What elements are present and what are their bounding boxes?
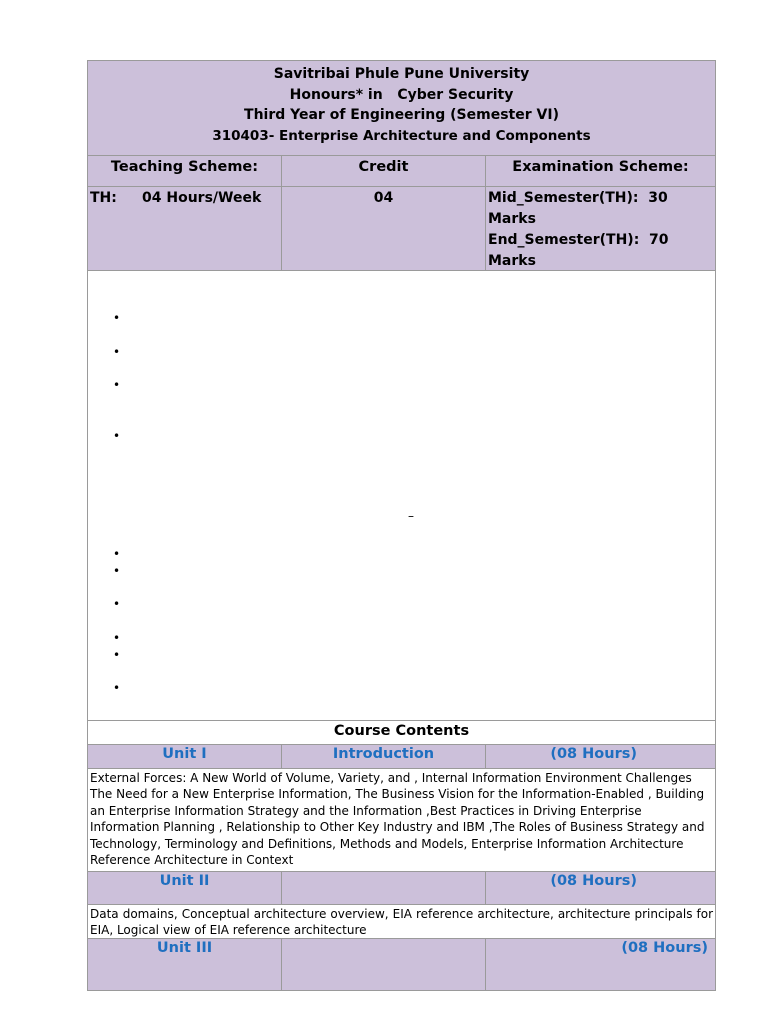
unit-hours: (08 Hours) <box>621 940 708 956</box>
course-contents-label: Course Contents <box>333 723 470 739</box>
bullet-marker: • <box>113 631 121 645</box>
dash-mark: – <box>408 509 414 523</box>
course-contents-heading <box>88 721 715 745</box>
unit-number: Unit I <box>88 745 282 768</box>
program-name: Honours* in Cyber Security <box>289 86 514 103</box>
bullet-marker: • <box>113 648 121 662</box>
bullet-marker: • <box>113 681 121 695</box>
unit-title <box>282 872 486 904</box>
teaching-hours <box>88 187 282 270</box>
bullet-marker: • <box>113 429 121 443</box>
unit-description <box>88 905 715 939</box>
teaching-scheme-label: Teaching Scheme: <box>88 156 282 186</box>
scheme-header-row <box>88 156 715 187</box>
unit-title: Introduction <box>282 745 486 768</box>
bullet-marker: • <box>113 597 121 611</box>
bullet-marker: • <box>113 564 121 578</box>
exam-marks <box>486 187 715 270</box>
mid-semester-marks: Mid_Semester(TH): 30 Marks <box>488 190 668 227</box>
credit-label: Credit <box>282 156 486 186</box>
bullet-marker: • <box>113 345 121 359</box>
unit-description-text: Data domains, Conceptual architecture overview, EIA reference architecture, architecture principals for EIA, Logical view of EIA reference architecture <box>90 907 713 938</box>
syllabus-document <box>87 60 716 991</box>
scheme-values-row <box>88 187 715 271</box>
unit-header-row <box>88 939 715 990</box>
unit-description <box>88 769 715 872</box>
university-name: Savitribai Phule Pune University <box>273 66 530 82</box>
unit-number: Unit II <box>88 872 282 904</box>
end-semester-marks: End_Semester(TH): 70 Marks <box>488 232 669 269</box>
course-title: 310403- Enterprise Architecture and Components <box>212 127 591 144</box>
unit-title <box>282 939 486 990</box>
bullet-marker: • <box>113 311 121 325</box>
th-label: TH: <box>90 190 117 206</box>
exam-scheme-label: Examination Scheme: <box>512 159 689 175</box>
unit-header-row <box>88 745 715 769</box>
bullet-marker: • <box>113 378 121 392</box>
unit-header-row <box>88 872 715 905</box>
unit-number: Unit III <box>88 939 282 990</box>
year-semester: Third Year of Engineering (Semester VI) <box>244 107 559 123</box>
unit-hours: (08 Hours) <box>550 746 637 762</box>
hours-per-week: 04 Hours/Week <box>142 190 262 206</box>
objectives-outcomes-area <box>88 271 715 721</box>
credit-value: 04 <box>282 187 486 270</box>
unit-hours: (08 Hours) <box>550 873 637 889</box>
syllabus-header <box>88 61 715 156</box>
bullet-marker: • <box>113 547 121 561</box>
unit-description-text: External Forces: A New World of Volume, Variety, and , Internal Information Environment Challenges The Need for a New Enterprise Information, The Business Vision for the Information-Enabled , Building an Enterprise Information Strategy and the Information ,Best Practices in Driving Enterprise Information Planning , Relationship to Other Key Industry and IBM ,The Roles of Business Strategy and Technology, Terminology and Definitions, Methods and Models, Enterprise Information Architecture Reference Architecture in Context <box>90 771 705 868</box>
